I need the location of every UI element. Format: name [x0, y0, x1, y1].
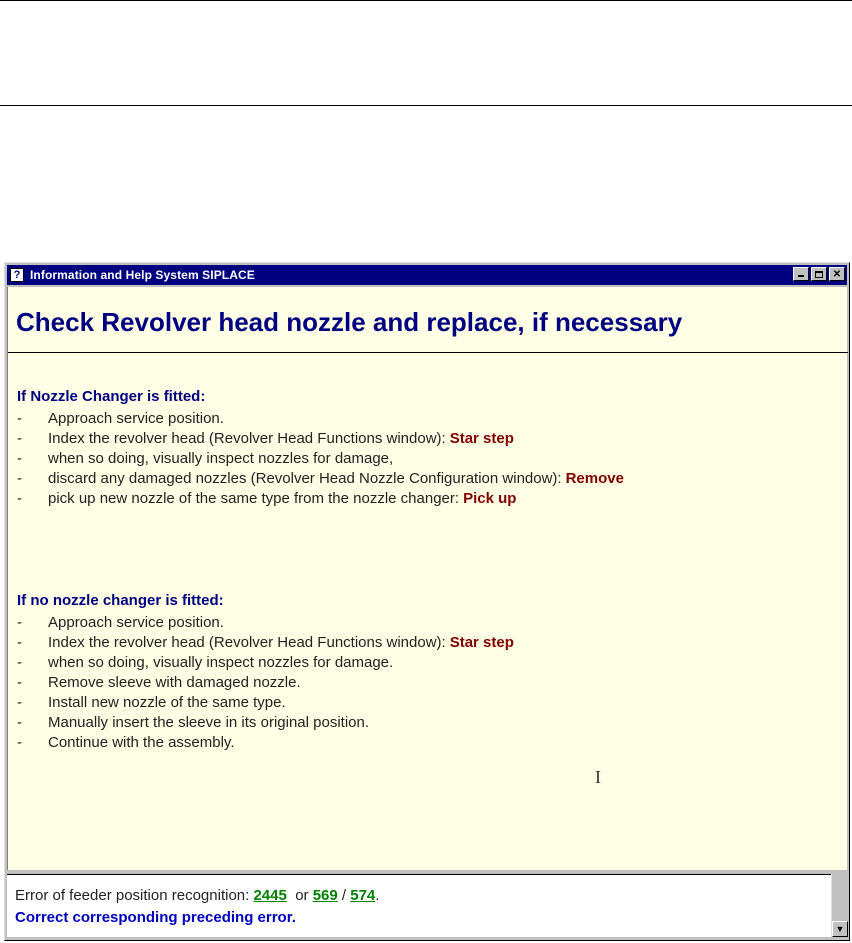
step-text: Continue with the assembly. [48, 733, 235, 751]
list-item [17, 468, 624, 488]
status-or: or [295, 887, 309, 904]
step-text: Manually insert the sleeve in its original position. [48, 713, 369, 731]
error-link-2445[interactable]: 2445 [253, 887, 287, 904]
step-text: Index the revolver head (Revolver Head Functions window): [48, 633, 446, 651]
list-dash: - [17, 613, 22, 631]
section-title-no-nozzle-changer: If no nozzle changer is fitted: [17, 592, 224, 609]
separator-rule [0, 105, 852, 106]
section-title-nozzle-changer: If Nozzle Changer is fitted: [17, 388, 206, 405]
list-item [17, 408, 624, 428]
minimize-icon [798, 275, 804, 277]
step-text: Remove sleeve with damaged nozzle. [48, 673, 301, 691]
list-item [17, 692, 514, 712]
list-item [17, 672, 514, 692]
list-dash: - [17, 673, 22, 691]
step-text: Install new nozzle of the same type. [48, 693, 286, 711]
status-error-line [15, 887, 379, 904]
list-dash: - [17, 409, 22, 427]
help-window [4, 262, 850, 941]
step-text: discard any damaged nozzles (Revolver Head Nozzle Configuration window): [48, 469, 562, 487]
list-dash: - [17, 713, 22, 731]
list-dash: - [17, 469, 22, 487]
title-bar[interactable] [7, 265, 847, 285]
list-item [17, 652, 514, 672]
list-dash: - [17, 489, 22, 507]
error-link-569[interactable]: 569 [312, 887, 338, 904]
status-message: Correct corresponding preceding error. [15, 909, 296, 926]
steps-list-nozzle-changer [17, 408, 624, 508]
step-text: Approach service position. [48, 613, 224, 631]
list-dash: - [17, 693, 22, 711]
status-slash: / [341, 887, 347, 904]
list-item [17, 612, 514, 632]
minimize-button[interactable] [793, 267, 809, 281]
step-text: pick up new nozzle of the same type from the nozzle changer: [48, 489, 460, 507]
command-star-step: Star step [449, 633, 514, 651]
error-link-574[interactable]: 574 [350, 887, 376, 904]
list-dash: - [17, 633, 22, 651]
window-controls [793, 267, 845, 281]
status-pane [7, 874, 833, 937]
step-text: Approach service position. [48, 409, 224, 427]
list-dash: - [17, 429, 22, 447]
status-scrollbar[interactable] [831, 874, 847, 937]
list-item [17, 632, 514, 652]
scroll-down-icon: ▼ [835, 924, 845, 934]
top-rule [0, 0, 852, 1]
text-cursor-icon: I [595, 767, 601, 787]
step-text: when so doing, visually inspect nozzles for damage, [48, 449, 394, 467]
maximize-button[interactable] [811, 267, 827, 281]
heading-divider [8, 352, 848, 353]
close-button[interactable] [829, 267, 845, 281]
help-icon[interactable]: ? [10, 268, 24, 282]
status-period: . [375, 887, 380, 904]
window-title: Information and Help System SIPLACE [30, 268, 255, 282]
steps-list-no-nozzle-changer [17, 612, 514, 752]
page-title: Check Revolver head nozzle and replace, if necessary [16, 307, 683, 337]
list-item [17, 488, 624, 508]
help-content [7, 287, 847, 870]
step-text: when so doing, visually inspect nozzles for damage. [48, 653, 394, 671]
scroll-down-button[interactable] [832, 921, 848, 937]
list-item [17, 428, 624, 448]
list-item [17, 732, 514, 752]
list-dash: - [17, 449, 22, 467]
close-icon: ✕ [832, 268, 842, 280]
command-remove: Remove [565, 469, 624, 487]
status-prefix: Error of feeder position recognition: [15, 887, 250, 904]
step-text: Index the revolver head (Revolver Head Functions window): [48, 429, 446, 447]
list-dash: - [17, 733, 22, 751]
maximize-icon [815, 271, 823, 278]
list-item [17, 712, 514, 732]
command-pick-up: Pick up [463, 489, 517, 507]
command-star-step: Star step [449, 429, 514, 447]
list-item [17, 448, 624, 468]
list-dash: - [17, 653, 22, 671]
